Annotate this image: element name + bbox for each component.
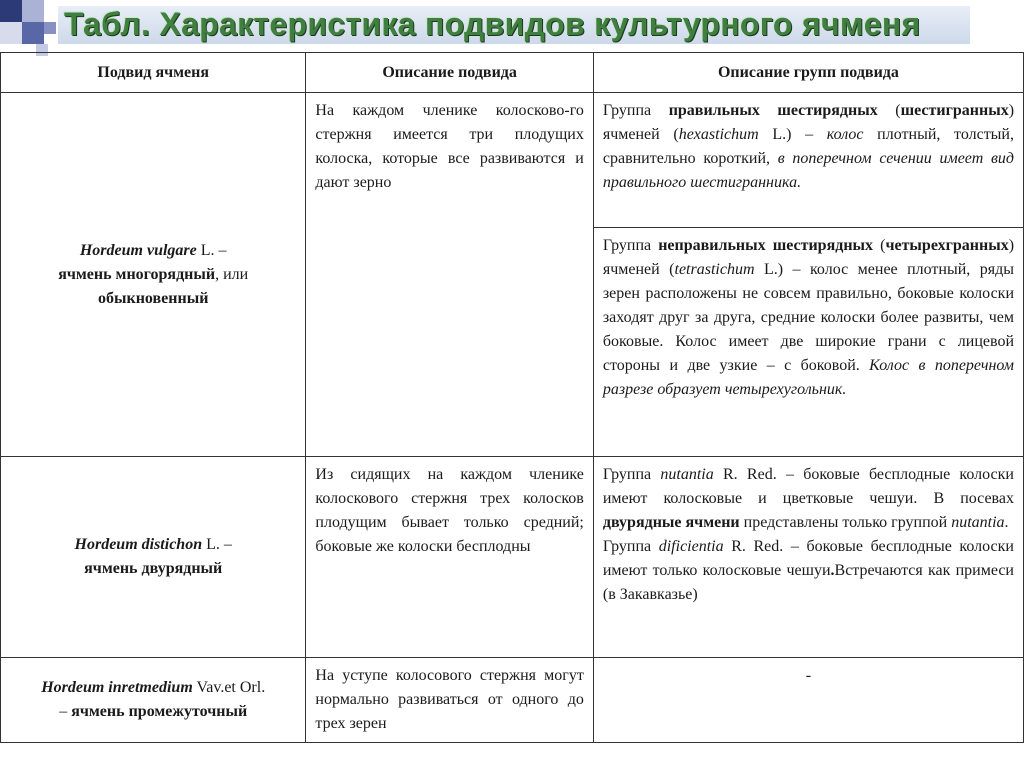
header-groups: Описание групп подвида (593, 53, 1023, 93)
header-description: Описание подвида (306, 53, 593, 93)
text: L.) – колос менее плотный, ряды зерен расположены не совсем правильно, боковые колоски заходят друг за друга, средние колоски более развиты, чем боковые. Колос имеет две широкие грани с лицевой стороны и две узкие – с боковой. (602, 261, 1014, 374)
russian-name-alt: обыкновенный (97, 289, 209, 307)
description-cell: На каждом членике колосково-го стержня имеется три плодущих колоска, которые все развиваются и дают зерно (306, 93, 593, 457)
subspecies-table (0, 52, 1024, 743)
text: R. Red. – боковые бесплодные колоски имеют только колосковые чешуи (602, 538, 1014, 579)
subspecies-name-cell (1, 658, 306, 743)
latin-term: hexastichum (678, 126, 759, 143)
text: Группа (602, 237, 659, 254)
russian-name: ячмень двурядный (84, 560, 223, 577)
group-cell: - (593, 658, 1023, 743)
text: ) ячменей ( (602, 102, 1015, 143)
group-shape: четырехгранных (885, 237, 1009, 254)
text: Группа (602, 466, 661, 483)
latin-term: nutantia (951, 514, 1005, 531)
subspecies-name-cell (1, 93, 306, 457)
group-shape: шестигранных (900, 102, 1009, 119)
russian-name: ячмень промежуточный (71, 703, 248, 720)
table-row (1, 457, 1024, 658)
latin-term: tetrastichum (674, 261, 755, 278)
text: Встречаются как примеси (в Закавказье) (602, 562, 1014, 603)
author: Vav.et Orl. (192, 679, 266, 696)
bold-period: . (830, 562, 835, 579)
text: ( (873, 237, 886, 254)
term: колос (826, 126, 864, 143)
group-name: правильных шестирядных (668, 102, 878, 119)
group-cell (593, 228, 1023, 457)
latin-name: Hordeum distichon (74, 536, 203, 553)
text: ( (877, 102, 901, 119)
dash: – (59, 703, 72, 720)
italic-text: Колос в поперечном разрезе образует четырехугольник. (602, 357, 1014, 398)
table-header-row (1, 53, 1024, 93)
latin-name: Hordeum inretmedium (41, 679, 193, 696)
latin-term: nutantia (660, 466, 714, 483)
group-name: неправильных шестирядных (658, 237, 874, 254)
text: L.) – (758, 126, 827, 143)
text: Группа (602, 102, 669, 119)
table-row (1, 658, 1024, 743)
decor-square (0, 22, 22, 44)
text: R. Red. – боковые бесплодные колоски имеют колосковые и цветковые чешуи. В посевах (602, 466, 1014, 507)
decor-square (0, 0, 22, 22)
text: плотный, толстый, сравнительно короткий, (602, 126, 1014, 167)
decor-square (22, 22, 44, 44)
description-cell: Из сидящих на каждом членике колоскового стержня трех колосков плодущим бывает только средний; боковые же колоски бесплодны (306, 457, 593, 658)
text: представлены только группой (739, 514, 952, 531)
decor-square (44, 22, 56, 34)
table-row (1, 93, 1024, 228)
decor-square (22, 0, 44, 22)
latin-term: dificientia (658, 538, 724, 555)
text: ) ячменей ( (602, 237, 1015, 278)
author: L. – (196, 241, 227, 259)
name-text: , или (215, 265, 249, 283)
text: . (1004, 514, 1009, 531)
description-cell: На уступе колосового стержня могут нормально развиваться от одного до трех зерен (306, 658, 593, 743)
bold-term: двурядные ячмени (602, 514, 740, 531)
page-title: Табл. Характеристика подвидов культурного ячменя (64, 6, 921, 42)
latin-name: Hordeum vulgare (79, 241, 197, 259)
header-subspecies: Подвид ячменя (1, 53, 306, 93)
group-cell (593, 457, 1023, 658)
italic-text: в поперечном сечении имеет вид правильного шестигранника. (602, 150, 1014, 191)
russian-name: ячмень многорядный (58, 265, 216, 283)
subspecies-name-cell (1, 457, 306, 658)
text: Группа (602, 538, 659, 555)
author: L. – (202, 536, 232, 553)
group-cell (593, 93, 1023, 228)
